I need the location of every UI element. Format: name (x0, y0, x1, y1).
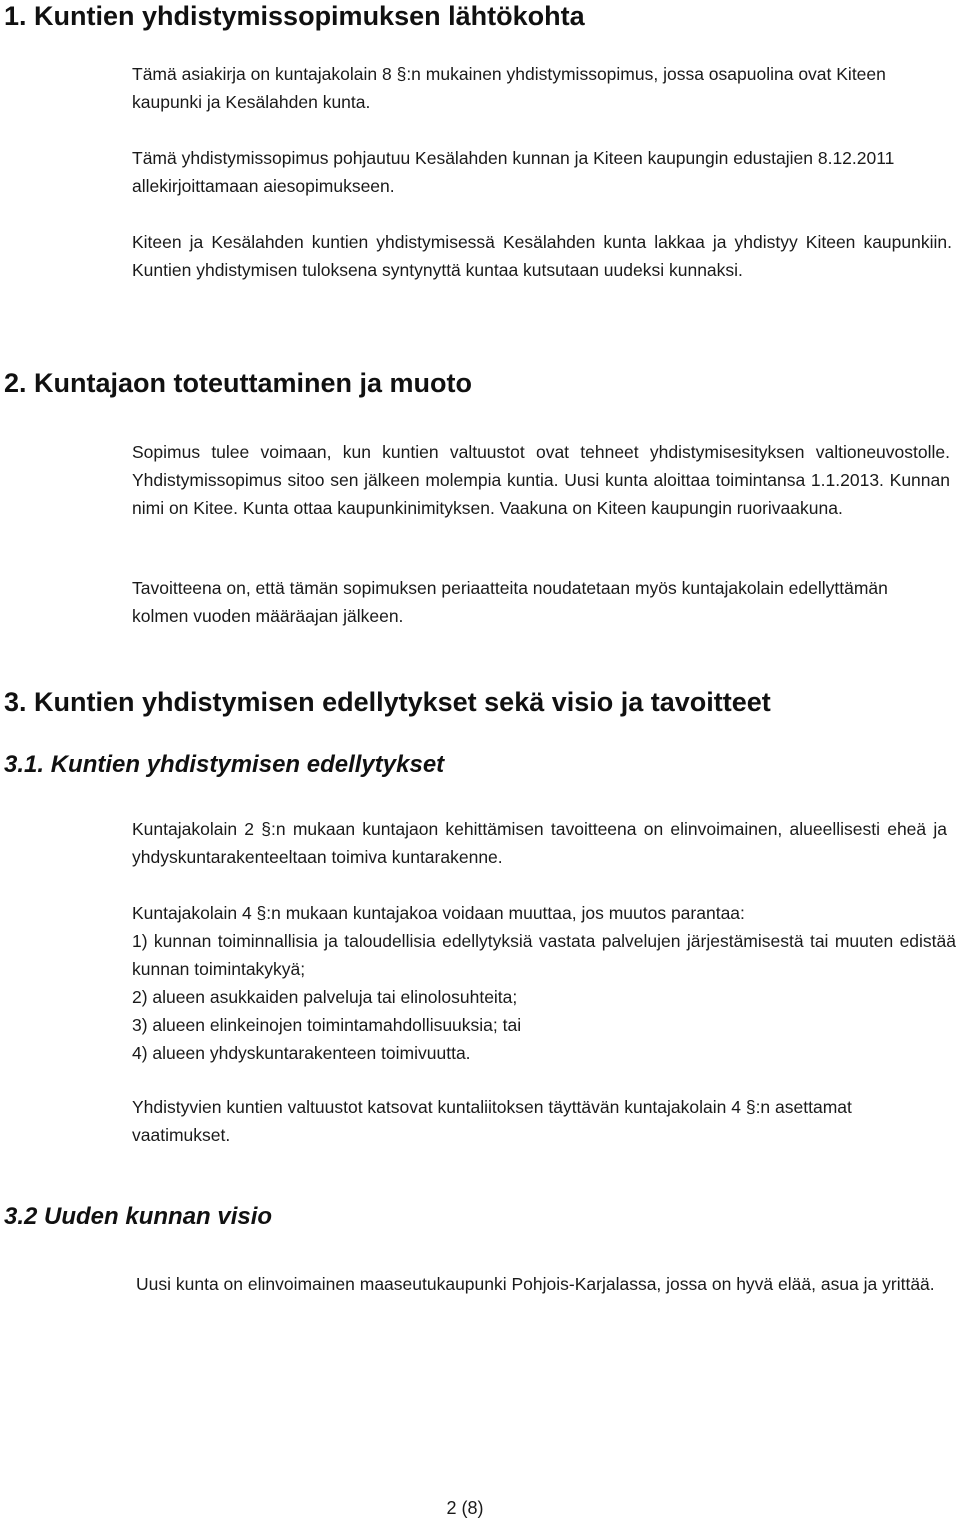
section-1-heading: 1. Kuntien yhdistymissopimuksen lähtökohta (4, 1, 585, 31)
section-3-1-paragraph-3: Yhdistyvien kuntien valtuustot katsovat kuntaliitoksen täyttävän kuntajakolain 4 §:n asettamat vaatimukset. (132, 1097, 852, 1145)
section-3-2-paragraph-1: Uusi kunta on elinvoimainen maaseutukaupunki Pohjois-Karjalassa, jossa on hyvä elää, asua ja yrittää. (136, 1274, 935, 1294)
section-1-paragraph-2: Tämä yhdistymissopimus pohjautuu Kesälahden kunnan ja Kiteen kaupungin edustajien 8.12.2011 allekirjoittamaan aiesopimukseen. (132, 148, 895, 196)
section-3-1-paragraph-1: Kuntajakolain 2 §:n mukaan kuntajaon kehittämisen tavoitteena on elinvoimainen, alueellisesti eheä ja yhdyskuntarakenteeltaan toimiva kuntarakenne. (132, 819, 947, 867)
section-3-1-heading: 3.1. Kuntien yhdistymisen edellytykset (4, 751, 445, 778)
section-2-paragraph-1: Sopimus tulee voimaan, kun kuntien valtuustot ovat tehneet yhdistymisesityksen valtioneuvostolle. Yhdistymissopimus sitoo sen jälkeen molempia kuntia. Uusi kunta aloittaa toimintansa 1.1.2013. Kunnan nimi on Kitee. Kunta ottaa kaupunkinimityksen. Vaakuna on Kiteen kaupungin ruorivaakuna. (132, 442, 950, 518)
criteria-item-3: 3) alueen elinkeinojen toimintamahdollisuuksia; tai (132, 1015, 522, 1035)
criteria-item-2: 2) alueen asukkaiden palveluja tai elinolosuhteita; (132, 987, 518, 1007)
criteria-item-4: 4) alueen yhdyskuntarakenteen toimivuutta. (132, 1043, 471, 1063)
criteria-item-1: 1) kunnan toiminnallisia ja taloudellisia edellytyksiä vastata palvelujen järjestämisestä tai muuten edistää kunnan toimintakykyä; (132, 931, 956, 979)
page-number: 2 (8) (446, 1498, 484, 1518)
section-1-paragraph-1: Tämä asiakirja on kuntajakolain 8 §:n mukainen yhdistymissopimus, jossa osapuolina ovat Kiteen kaupunki ja Kesälahden kunta. (132, 64, 886, 112)
section-3-1-list-intro: Kuntajakolain 4 §:n mukaan kuntajakoa voidaan muuttaa, jos muutos parantaa: (132, 903, 745, 923)
section-3-2-heading: 3.2 Uuden kunnan visio (4, 1203, 273, 1230)
section-2-heading: 2. Kuntajaon toteuttaminen ja muoto (4, 368, 473, 398)
criteria-list (132, 927, 956, 1067)
section-3-heading: 3. Kuntien yhdistymisen edellytykset sekä visio ja tavoitteet (4, 687, 771, 717)
section-1-paragraph-3: Kiteen ja Kesälahden kuntien yhdistymisessä Kesälahden kunta lakkaa ja yhdistyy Kiteen kaupunkiin. Kuntien yhdistymisen tuloksena syntynyttä kuntaa kutsutaan uudeksi kunnaksi. (132, 232, 952, 280)
section-2-paragraph-2: Tavoitteena on, että tämän sopimuksen periaatteita noudatetaan myös kuntajakolain edellyttämän kolmen vuoden määräajan jälkeen. (132, 578, 888, 626)
